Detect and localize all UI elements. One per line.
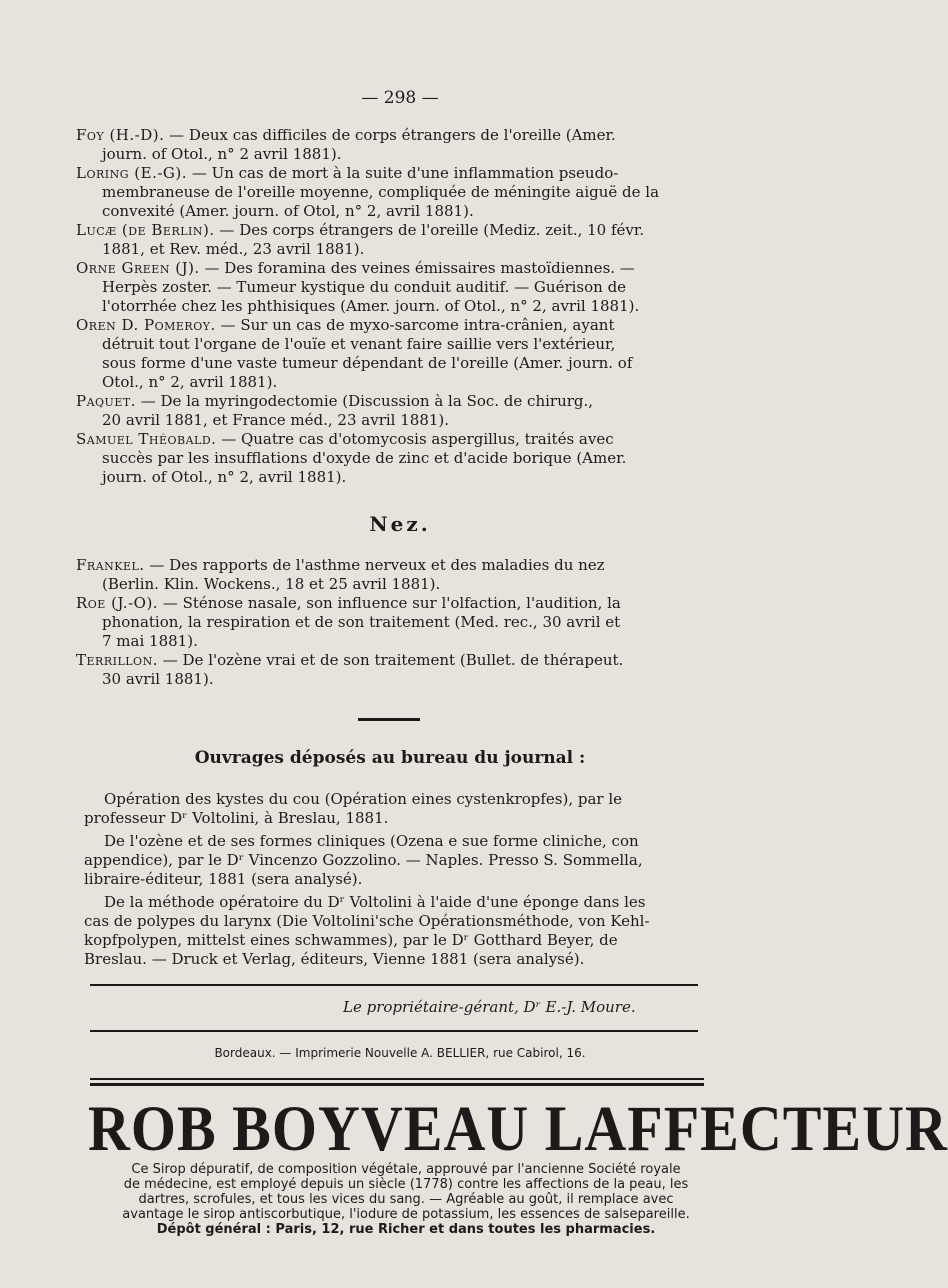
bib-author: Paquet. [76, 392, 136, 410]
bib-entry [76, 316, 698, 392]
bib-text: — Des foramina des veines émissaires mastoïdiennes. — [204, 259, 635, 277]
bib-text: 1881, et Rev. méd., 23 avril 1881). [102, 240, 365, 258]
bib-text: (Berlin. Klin. Wockens., 18 et 25 avril 1881). [102, 575, 441, 593]
bib-entry [76, 164, 698, 221]
footer-rule [90, 984, 698, 986]
footer-rule [90, 1030, 698, 1032]
bib-author: Oren D. Pomeroy. [76, 316, 216, 334]
ouvrage-text: De la méthode opératoire du Dʳ Voltolini à l'aide d'une éponge dans les [104, 893, 646, 911]
printer-line: Bordeaux. — Imprimerie Nouvelle A. BELLIER, rue Cabirol, 16. [214, 1046, 586, 1060]
bib-entry [76, 594, 698, 651]
bib-author: Terrillon. [76, 651, 158, 669]
bib-text: — Un cas de mort à la suite d'une inflammation pseudo- [191, 164, 619, 182]
page-number: — 298 — [361, 88, 439, 108]
advert-rule [90, 1078, 704, 1086]
ouvrage-entry [84, 832, 698, 889]
ouvrage-text: professeur Dʳ Voltolini, à Breslau, 1881. [84, 809, 389, 827]
advert-depot: Dépôt général : Paris, 12, rue Richer et dans toutes les pharmacies. [156, 1222, 656, 1237]
bib-author: Roe (J.-O). [76, 594, 159, 612]
bib-text: journ. of Otol., n° 2, avril 1881). [102, 468, 347, 486]
bib-text: l'otorrhée chez les phthisiques (Amer. journ. of Otol., n° 2, avril 1881). [102, 297, 640, 315]
bib-text: 20 avril 1881, et France méd., 23 avril 1881). [102, 411, 450, 429]
bib-text: — Sur un cas de myxo-sarcome intra-crânien, ayant [220, 316, 615, 334]
proprietaire-gerant: Le propriétaire-gérant, Dʳ E.-J. Moure. [343, 998, 636, 1016]
bib-text: 7 mai 1881). [102, 632, 198, 650]
bibliography-list [76, 126, 698, 487]
bib-entry [76, 259, 698, 316]
ouvrage-entry [84, 790, 698, 828]
advert-body [56, 1162, 756, 1237]
bib-author: Lucæ (de Berlin). [76, 221, 215, 239]
bib-entry [76, 392, 698, 430]
ouvrage-text: kopfpolypen, mittelst eines schwammes), par le Dʳ Gotthard Beyer, de [84, 931, 618, 949]
bib-entry [76, 651, 698, 689]
bib-entry [76, 556, 698, 594]
bib-author: Foy (H.-D). [76, 126, 165, 144]
nez-list [76, 556, 698, 689]
bib-text: — De la myringodectomie (Discussion à la Soc. de chirurg., [140, 392, 594, 410]
bib-author: Orne Green (J). [76, 259, 200, 277]
ouvrage-text: Breslau. — Druck et Verlag, éditeurs, Vienne 1881 (sera analysé). [84, 950, 585, 968]
bib-entry [76, 126, 698, 164]
bib-text: détruit tout l'organe de l'ouïe et venant faire saillie vers l'extérieur, [102, 335, 616, 353]
advert-title: ROB BOYVEAU LAFFECTEUR [88, 1091, 948, 1165]
bib-text: — Des corps étrangers de l'oreille (Mediz. zeit., 10 févr. [219, 221, 645, 239]
ouvrage-text: Opération des kystes du cou (Opération eines cystenkropfes), par le [104, 790, 623, 808]
ouvrages-list [84, 790, 698, 969]
ouvrage-text: libraire-éditeur, 1881 (sera analysé). [84, 870, 363, 888]
bib-text: — Quatre cas d'otomycosis aspergillus, traités avec [221, 430, 614, 448]
advert-text: dartres, scrofules, et tous les vices du sang. — Agréable au goût, il remplace avec [138, 1192, 674, 1207]
ouvrage-text: cas de polypes du larynx (Die Voltolini'sche Opérationsméthode, von Kehl- [84, 912, 650, 930]
section-divider [358, 718, 420, 721]
section-heading-nez: Nez. [369, 512, 431, 536]
ouvrage-text: De l'ozène et de ses formes cliniques (Ozena e sue forme cliniche, con [104, 832, 639, 850]
ouvrage-entry [84, 893, 698, 969]
bib-text: — De l'ozène vrai et de son traitement (Bullet. de thérapeut. [162, 651, 624, 669]
bib-text: succès par les insufflations d'oxyde de zinc et d'acide borique (Amer. [102, 449, 627, 467]
bib-text: journ. of Otol., n° 2 avril 1881). [102, 145, 342, 163]
bib-author: Samuel Théobald. [76, 430, 217, 448]
advert-text: Ce Sirop dépuratif, de composition végétale, approuvé par l'ancienne Société royale [131, 1162, 681, 1177]
bib-author: Loring (E.-G). [76, 164, 188, 182]
bib-text: — Sténose nasale, son influence sur l'olfaction, l'audition, la [162, 594, 621, 612]
ouvrage-text: appendice), par le Dʳ Vincenzo Gozzolino. — Naples. Presso S. Sommella, [84, 851, 643, 869]
bib-text: Herpès zoster. — Tumeur kystique du conduit auditif. — Guérison de [102, 278, 627, 296]
bib-text: convexité (Amer. journ. of Otol, n° 2, avril 1881). [102, 202, 474, 220]
ouvrages-heading: Ouvrages déposés au bureau du journal : [194, 748, 586, 768]
bib-entry [76, 430, 698, 487]
bib-entry [76, 221, 698, 259]
bib-text: membraneuse de l'oreille moyenne, compliquée de méningite aiguë de la [102, 183, 660, 201]
bib-author: Frankel. [76, 556, 145, 574]
advert-text: avantage le sirop antiscorbutique, l'iodure de potassium, les essences de salsepareille. [122, 1207, 690, 1222]
bib-text: phonation, la respiration et de son traitement (Med. rec., 30 avril et [102, 613, 621, 631]
bib-text: Otol., n° 2, avril 1881). [102, 373, 278, 391]
bib-text: — Des rapports de l'asthme nerveux et des maladies du nez [149, 556, 605, 574]
bib-text: sous forme d'une vaste tumeur dépendant de l'oreille (Amer. journ. of [102, 354, 633, 372]
bib-text: — Deux cas difficiles de corps étrangers de l'oreille (Amer. [169, 126, 616, 144]
bib-text: 30 avril 1881). [102, 670, 214, 688]
advert-text: de médecine, est employé depuis un siècle (1778) contre les affections de la peau, les [123, 1177, 689, 1192]
